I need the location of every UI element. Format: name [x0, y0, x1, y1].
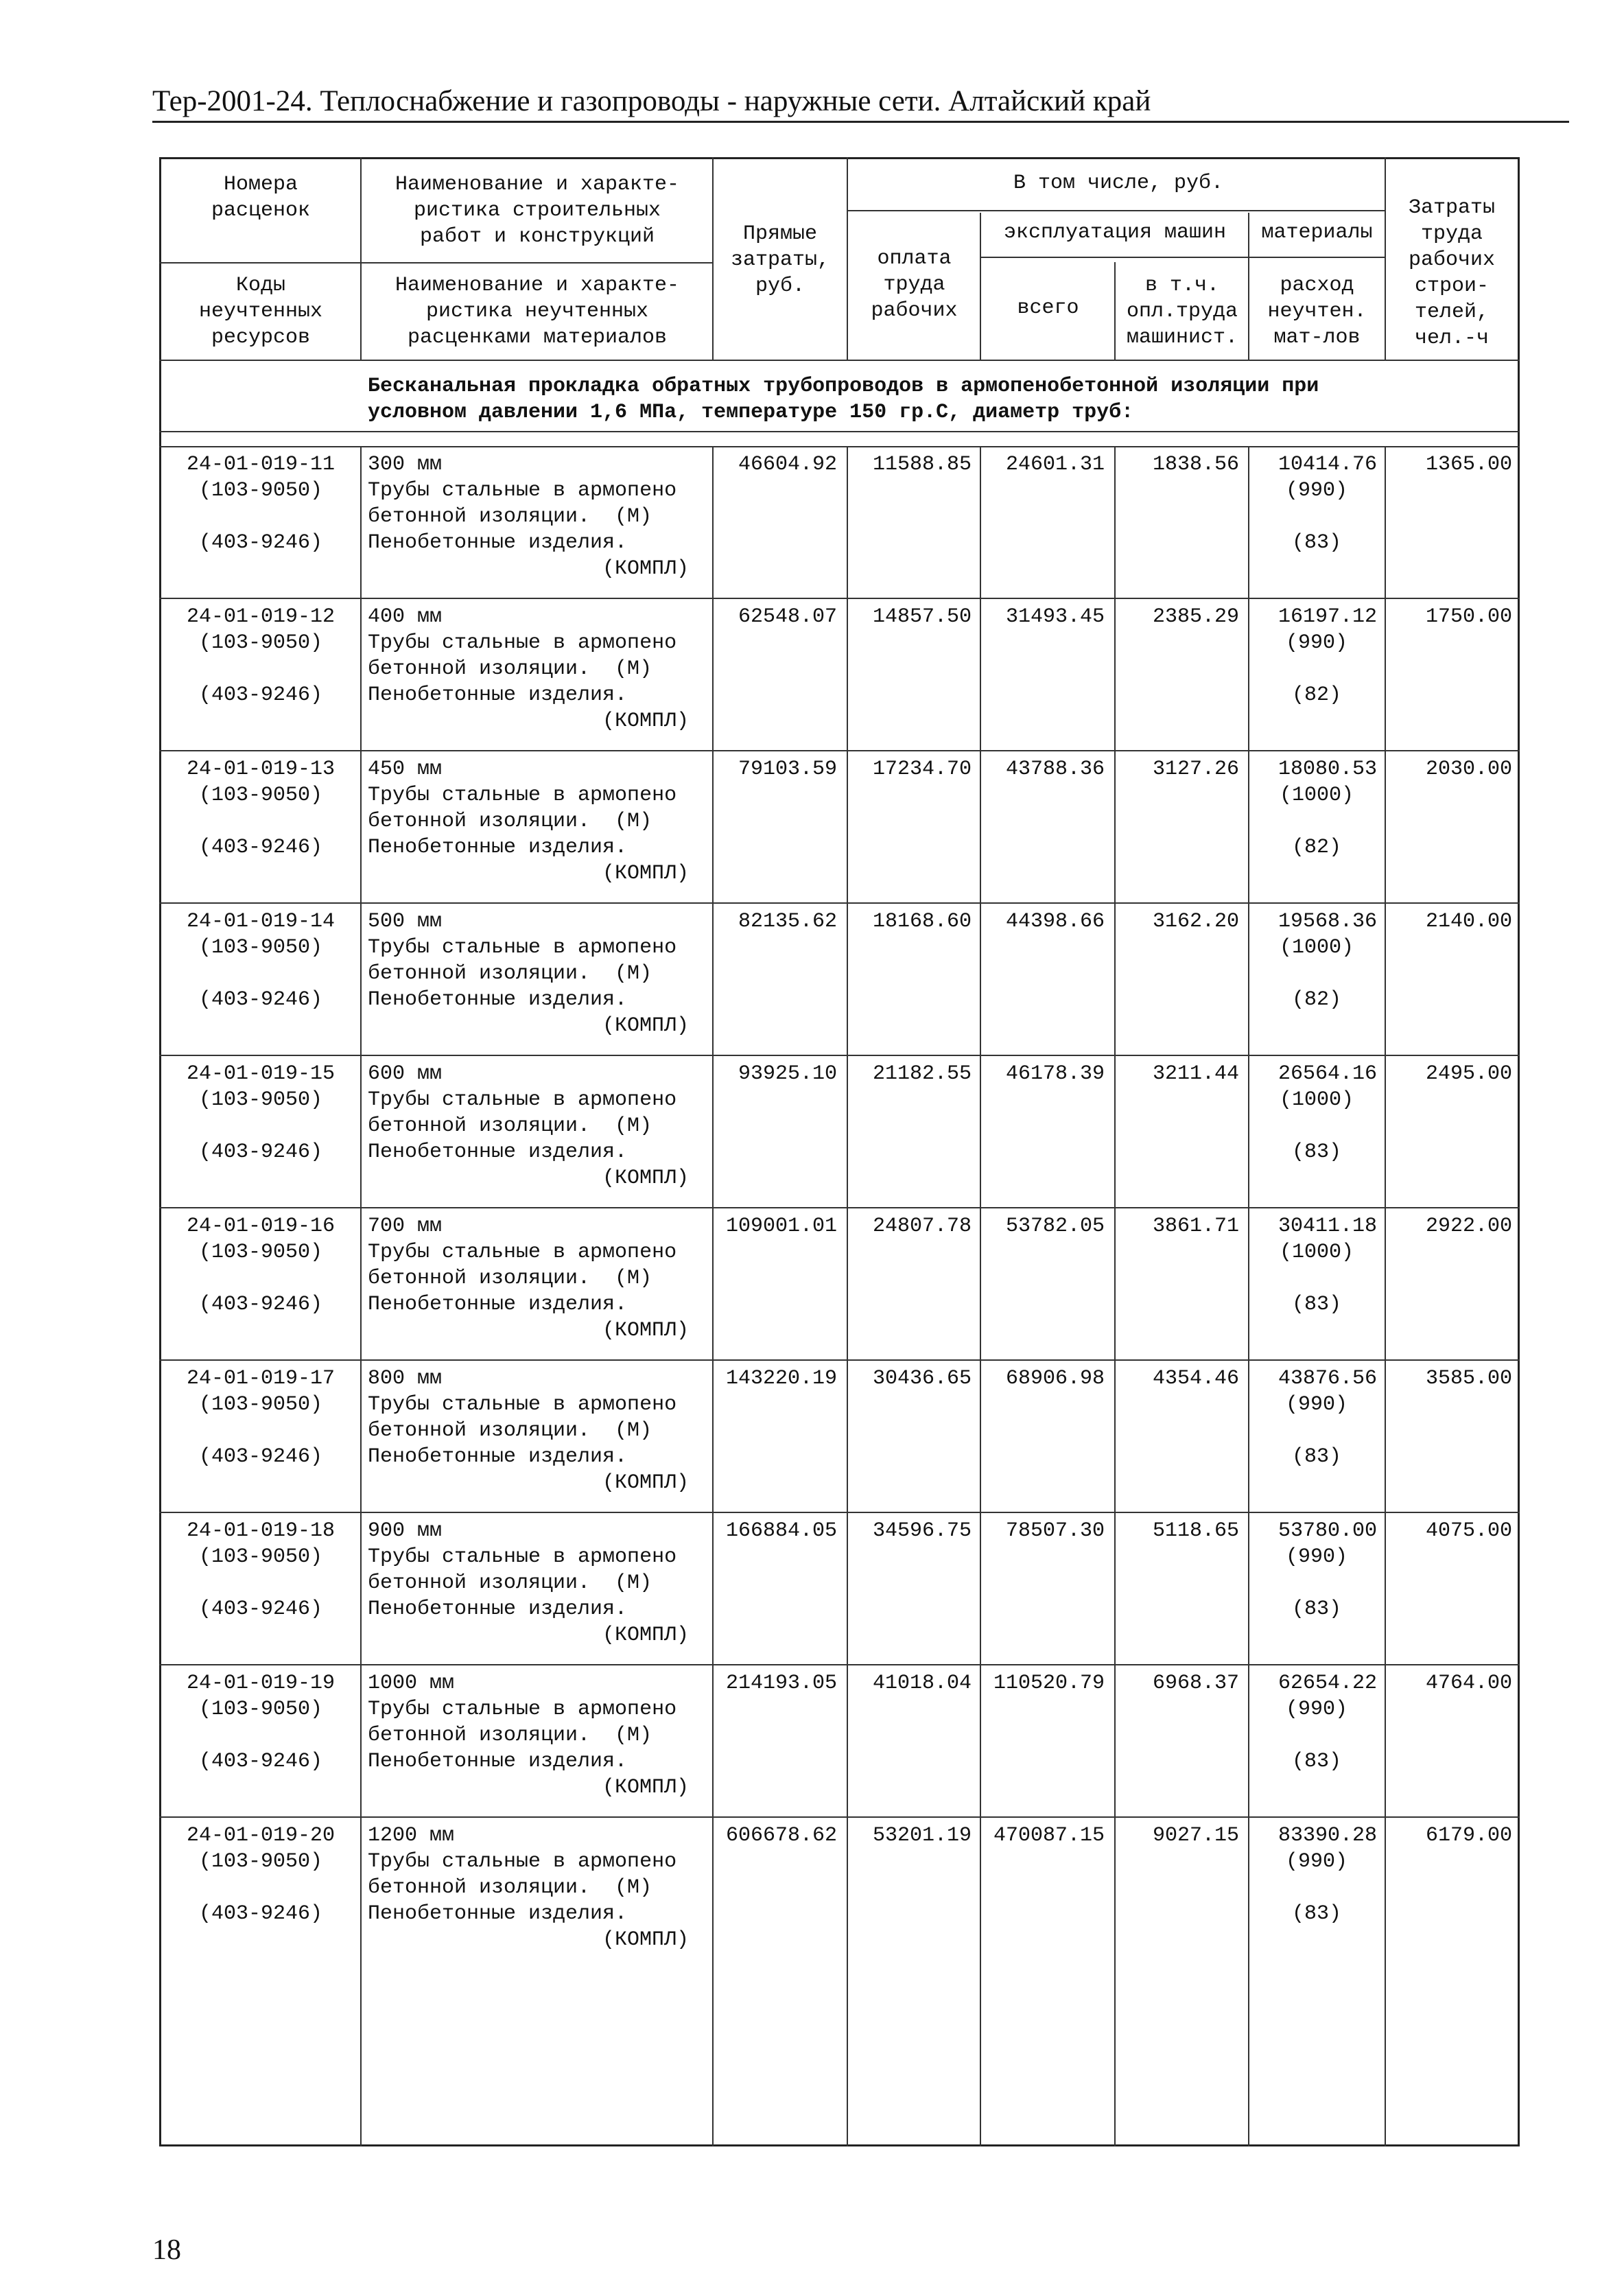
resource-code-pipes: (103-9050) [198, 1698, 323, 1721]
pipe-diameter: 300 мм [368, 453, 443, 476]
rate-code: 24-01-019-11 [186, 453, 336, 476]
machines-total: 68906.98 [1005, 1367, 1105, 1390]
header-rate-numbers: Номера расценок [211, 173, 311, 222]
grid-line [1385, 446, 1386, 2146]
grid-line [360, 157, 362, 361]
rate-code: 24-01-019-14 [186, 910, 336, 933]
row-separator [159, 1816, 1520, 1818]
resource-code-pipes: (103-9050) [198, 1545, 323, 1569]
labor-pay: 24807.78 [872, 1215, 972, 1238]
labor-hours: 3585.00 [1425, 1367, 1512, 1390]
header-including: В том числе, руб. [1013, 172, 1224, 195]
rate-code: 24-01-019-18 [186, 1519, 336, 1543]
labor-pay: 18168.60 [872, 910, 972, 933]
grid-line [1114, 446, 1116, 2146]
materials-cost: 19568.36 [1278, 910, 1377, 933]
foam-quantity: (83) [1291, 531, 1341, 554]
labor-hours: 4075.00 [1425, 1519, 1512, 1543]
material-pipes: Трубы стальные в армопено [368, 1393, 677, 1416]
foam-quantity: (83) [1291, 1140, 1341, 1164]
materials-cost: 62654.22 [1278, 1672, 1377, 1695]
pipes-quantity: (990) [1285, 631, 1348, 655]
direct-costs: 606678.62 [725, 1824, 837, 1847]
resource-code-pipes: (103-9050) [198, 1393, 323, 1416]
materials-cost: 30411.18 [1278, 1215, 1377, 1238]
material-pipes-cont: бетонной изоляции. (М) [368, 1876, 652, 1899]
header-resource-codes: Коды неучтенных ресурсов [198, 274, 323, 349]
header-materials: материалы [1261, 221, 1373, 244]
material-foam-unit: (КОМПЛ) [602, 1319, 689, 1342]
material-foam: Пенобетонные изделия. [368, 988, 628, 1011]
direct-costs: 143220.19 [725, 1367, 837, 1390]
header-material-name: Наименование и характе- ристика неучтенных расценками материалов [395, 274, 680, 349]
pipes-quantity: (990) [1285, 479, 1348, 502]
machines-total: 31493.45 [1005, 605, 1105, 629]
resource-code-foam: (403-9246) [198, 988, 323, 1011]
machinist-pay: 2385.29 [1152, 605, 1239, 629]
material-pipes-cont: бетонной изоляции. (М) [368, 810, 652, 833]
direct-costs: 46604.92 [738, 453, 837, 476]
labor-hours: 2140.00 [1425, 910, 1512, 933]
machinist-pay: 3162.20 [1152, 910, 1239, 933]
material-pipes-cont: бетонной изоляции. (М) [368, 1267, 652, 1290]
direct-costs: 166884.05 [725, 1519, 837, 1543]
page-number: 18 [152, 2234, 181, 2266]
grid-line [712, 157, 714, 361]
pipe-diameter: 450 мм [368, 758, 443, 781]
header-machines-total: всего [1017, 296, 1079, 320]
labor-pay: 11588.85 [872, 453, 972, 476]
machinist-pay: 1838.56 [1152, 453, 1239, 476]
machinist-pay: 5118.65 [1152, 1519, 1239, 1543]
pipes-quantity: (1000) [1279, 1088, 1354, 1112]
labor-hours: 1365.00 [1425, 453, 1512, 476]
labor-pay: 14857.50 [872, 605, 972, 629]
materials-cost: 83390.28 [1278, 1824, 1377, 1847]
rate-code: 24-01-019-16 [186, 1215, 336, 1238]
pipes-quantity: (1000) [1279, 936, 1354, 959]
machines-total: 53782.05 [1005, 1215, 1105, 1238]
resource-code-foam: (403-9246) [198, 531, 323, 554]
material-pipes-cont: бетонной изоляции. (М) [368, 962, 652, 985]
material-foam: Пенобетонные изделия. [368, 1293, 628, 1316]
material-pipes: Трубы стальные в армопено [368, 1698, 677, 1721]
materials-cost: 26564.16 [1278, 1062, 1377, 1086]
material-foam-unit: (КОМПЛ) [602, 862, 689, 885]
direct-costs: 62548.07 [738, 605, 837, 629]
resource-code-pipes: (103-9050) [198, 936, 323, 959]
header-direct-costs: Прямые затраты, руб. [730, 222, 830, 298]
grid-line [159, 431, 1520, 432]
material-pipes: Трубы стальные в армопено [368, 1545, 677, 1569]
labor-pay: 34596.75 [872, 1519, 972, 1543]
rate-code: 24-01-019-12 [186, 605, 336, 629]
pipes-quantity: (990) [1285, 1850, 1348, 1873]
materials-cost: 43876.56 [1278, 1367, 1377, 1390]
direct-costs: 214193.05 [725, 1672, 837, 1695]
machines-total: 43788.36 [1005, 758, 1105, 781]
material-foam-unit: (КОМПЛ) [602, 557, 689, 581]
header-machinist-pay: в т.ч. опл.труда машинист. [1126, 274, 1238, 349]
material-foam: Пенобетонные изделия. [368, 1750, 628, 1773]
grid-line [980, 446, 981, 2146]
labor-hours: 2495.00 [1425, 1062, 1512, 1086]
labor-hours: 6179.00 [1425, 1824, 1512, 1847]
labor-hours: 2922.00 [1425, 1215, 1512, 1238]
row-separator [159, 1055, 1520, 1056]
header-labor-hours: Затраты труда рабочих строи- телей, чел.-ч [1408, 196, 1496, 350]
pipes-quantity: (990) [1285, 1545, 1348, 1569]
resource-code-foam: (403-9246) [198, 683, 323, 707]
material-foam: Пенобетонные изделия. [368, 1598, 628, 1621]
pipe-diameter: 400 мм [368, 605, 443, 629]
rate-code: 24-01-019-20 [186, 1824, 336, 1847]
direct-costs: 79103.59 [738, 758, 837, 781]
material-pipes: Трубы стальные в армопено [368, 1088, 677, 1112]
material-foam: Пенобетонные изделия. [368, 1902, 628, 1926]
row-separator [159, 1359, 1520, 1361]
material-pipes: Трубы стальные в армопено [368, 631, 677, 655]
pipes-quantity: (1000) [1279, 1241, 1354, 1264]
rate-code: 24-01-019-15 [186, 1062, 336, 1086]
material-foam-unit: (КОМПЛ) [602, 710, 689, 733]
resource-code-foam: (403-9246) [198, 1598, 323, 1621]
material-pipes-cont: бетонной изоляции. (М) [368, 1114, 652, 1138]
foam-quantity: (82) [1291, 683, 1341, 707]
grid-line [712, 446, 714, 2146]
machinist-pay: 6968.37 [1152, 1672, 1239, 1695]
labor-hours: 4764.00 [1425, 1672, 1512, 1695]
grid-line [159, 360, 1520, 361]
labor-pay: 17234.70 [872, 758, 972, 781]
material-foam-unit: (КОМПЛ) [602, 1471, 689, 1495]
header-work-name: Наименование и характе- ристика строительных работ и конструкций [395, 173, 680, 248]
header-labor-pay: оплата труда рабочих [871, 247, 958, 323]
materials-cost: 16197.12 [1278, 605, 1377, 629]
resource-code-pipes: (103-9050) [198, 784, 323, 807]
material-foam-unit: (КОМПЛ) [602, 1928, 689, 1952]
material-pipes-cont: бетонной изоляции. (М) [368, 1571, 652, 1595]
rate-code: 24-01-019-17 [186, 1367, 336, 1390]
rate-code: 24-01-019-13 [186, 758, 336, 781]
labor-pay: 30436.65 [872, 1367, 972, 1390]
resource-code-pipes: (103-9050) [198, 1850, 323, 1873]
row-separator [159, 598, 1520, 599]
foam-quantity: (83) [1291, 1750, 1341, 1773]
material-foam: Пенобетонные изделия. [368, 1140, 628, 1164]
grid-line [980, 213, 981, 361]
row-separator [159, 1664, 1520, 1665]
pipe-diameter: 1200 мм [368, 1824, 455, 1847]
machines-total: 470087.15 [993, 1824, 1105, 1847]
grid-line [159, 446, 1520, 447]
grid-line [360, 446, 362, 2146]
foam-quantity: (82) [1291, 836, 1341, 859]
machinist-pay: 3861.71 [1152, 1215, 1239, 1238]
resource-code-foam: (403-9246) [198, 1293, 323, 1316]
machinist-pay: 4354.46 [1152, 1367, 1239, 1390]
machines-total: 44398.66 [1005, 910, 1105, 933]
labor-hours: 1750.00 [1425, 605, 1512, 629]
materials-cost: 18080.53 [1278, 758, 1377, 781]
grid-line [159, 262, 712, 264]
foam-quantity: (82) [1291, 988, 1341, 1011]
material-pipes-cont: бетонной изоляции. (М) [368, 1724, 652, 1747]
pipe-diameter: 1000 мм [368, 1672, 455, 1695]
resource-code-pipes: (103-9050) [198, 479, 323, 502]
material-foam: Пенобетонные изделия. [368, 531, 628, 554]
labor-pay: 53201.19 [872, 1824, 972, 1847]
material-foam-unit: (КОМПЛ) [602, 1624, 689, 1647]
material-foam: Пенобетонные изделия. [368, 836, 628, 859]
grid-line [1248, 213, 1249, 361]
pipe-diameter: 600 мм [368, 1062, 443, 1086]
materials-cost: 53780.00 [1278, 1519, 1377, 1543]
machinist-pay: 3211.44 [1152, 1062, 1239, 1086]
materials-cost: 10414.76 [1278, 453, 1377, 476]
machines-total: 110520.79 [993, 1672, 1105, 1695]
labor-hours: 2030.00 [1425, 758, 1512, 781]
machinist-pay: 9027.15 [1152, 1824, 1239, 1847]
page-header: Тер-2001-24. Теплоснабжение и газопроводы - наружные сети. Алтайский край [152, 84, 1569, 123]
foam-quantity: (83) [1291, 1598, 1341, 1621]
material-foam-unit: (КОМПЛ) [602, 1014, 689, 1038]
row-separator [159, 1512, 1520, 1513]
header-machine-operation: эксплуатация машин [1003, 221, 1227, 244]
resource-code-foam: (403-9246) [198, 836, 323, 859]
grid-line [847, 210, 1385, 211]
row-separator [159, 750, 1520, 751]
material-pipes-cont: бетонной изоляции. (М) [368, 505, 652, 528]
labor-pay: 41018.04 [872, 1672, 972, 1695]
pipe-diameter: 800 мм [368, 1367, 443, 1390]
row-separator [159, 1207, 1520, 1208]
labor-pay: 21182.55 [872, 1062, 972, 1086]
resource-code-foam: (403-9246) [198, 1140, 323, 1164]
direct-costs: 82135.62 [738, 910, 837, 933]
machines-total: 24601.31 [1005, 453, 1105, 476]
grid-line [1385, 157, 1386, 361]
pipes-quantity: (990) [1285, 1698, 1348, 1721]
material-pipes: Трубы стальные в армопено [368, 936, 677, 959]
pipe-diameter: 700 мм [368, 1215, 443, 1238]
resource-code-foam: (403-9246) [198, 1902, 323, 1926]
resource-code-pipes: (103-9050) [198, 631, 323, 655]
rate-code: 24-01-019-19 [186, 1672, 336, 1695]
foam-quantity: (83) [1291, 1293, 1341, 1316]
grid-line [847, 157, 848, 361]
pipe-diameter: 900 мм [368, 1519, 443, 1543]
material-foam: Пенобетонные изделия. [368, 683, 628, 707]
grid-line [980, 257, 1385, 258]
grid-line [847, 446, 848, 2146]
direct-costs: 109001.01 [725, 1215, 837, 1238]
resource-code-foam: (403-9246) [198, 1445, 323, 1469]
foam-quantity: (83) [1291, 1902, 1341, 1926]
row-separator [159, 902, 1520, 904]
material-foam: Пенобетонные изделия. [368, 1445, 628, 1469]
material-foam-unit: (КОМПЛ) [602, 1167, 689, 1190]
material-foam-unit: (КОМПЛ) [602, 1776, 689, 1799]
section-title: Бесканальная прокладка обратных трубопроводов в армопенобетонной изоляции при условном давлении 1,6 МПа, температуре 150 гр.С, диаметр труб: [368, 375, 1319, 424]
grid-line [1114, 262, 1116, 361]
direct-costs: 93925.10 [738, 1062, 837, 1086]
resource-code-pipes: (103-9050) [198, 1241, 323, 1264]
material-pipes-cont: бетонной изоляции. (М) [368, 657, 652, 681]
foam-quantity: (83) [1291, 1445, 1341, 1469]
resource-code-foam: (403-9246) [198, 1750, 323, 1773]
machinist-pay: 3127.26 [1152, 758, 1239, 781]
pipes-quantity: (1000) [1279, 784, 1354, 807]
resource-code-pipes: (103-9050) [198, 1088, 323, 1112]
machines-total: 78507.30 [1005, 1519, 1105, 1543]
header-unaccounted-materials: расход неучтен. мат-лов [1267, 274, 1367, 349]
material-pipes-cont: бетонной изоляции. (М) [368, 1419, 652, 1442]
material-pipes: Трубы стальные в армопено [368, 784, 677, 807]
pipe-diameter: 500 мм [368, 910, 443, 933]
material-pipes: Трубы стальные в армопено [368, 1241, 677, 1264]
machines-total: 46178.39 [1005, 1062, 1105, 1086]
material-pipes: Трубы стальные в армопено [368, 479, 677, 502]
pipes-quantity: (990) [1285, 1393, 1348, 1416]
material-pipes: Трубы стальные в армопено [368, 1850, 677, 1873]
